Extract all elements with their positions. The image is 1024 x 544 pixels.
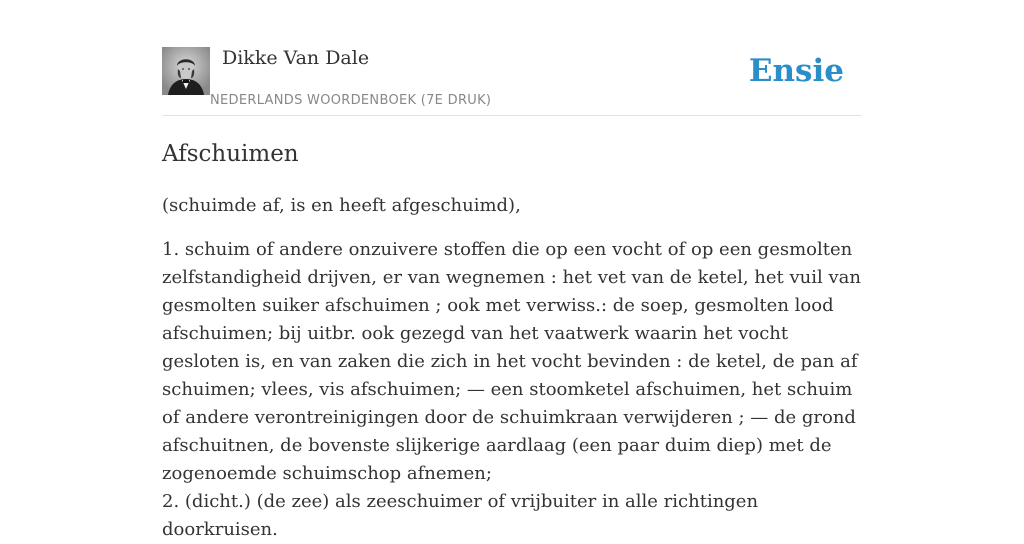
dictionary-source[interactable]: NEDERLANDS WOORDENBOEK (7E DRUK)	[210, 93, 492, 108]
definition-1: 1. schuim of andere onzuivere stoffen die op een vocht of op een gesmolten zelfstandigheid drijven, er van wegnemen : het vet van de ketel, het vuil van gesmolten suiker afschuimen ; ook met verwiss.: de soep, gesmolten lood afschuimen; bij uitbr. ook gezegd van het vaatwerk waarin het vocht gesloten is, en van zaken die zich in het vocht bevinden : de ketel, de pan af schuimen; vlees, vis afschuimen; — een stoomketel afschuimen, het schuim of andere verontreinigingen door de schuimkraan verwijderen ; — de grond afschuitnen, de bovenste slijkerige aardlaag (een paar duim diep) met de zogenoemde schuimschop afnemen;	[162, 239, 861, 484]
entry-content	[162, 136, 862, 544]
author-avatar[interactable]	[162, 47, 210, 95]
entry-grammar: (schuimde af, is en heeft afgeschuimd),	[162, 195, 521, 216]
definition-2: 2. (dicht.) (de zee) als zeeschuimer of vrijbuiter in alle richtingen doorkruisen.	[162, 491, 759, 540]
portrait-image	[162, 47, 210, 95]
entry-title: Afschuimen	[162, 141, 299, 167]
header	[162, 45, 862, 116]
author-name[interactable]: Dikke Van Dale	[222, 47, 370, 69]
brand-logo[interactable]: Ensie	[748, 53, 844, 89]
